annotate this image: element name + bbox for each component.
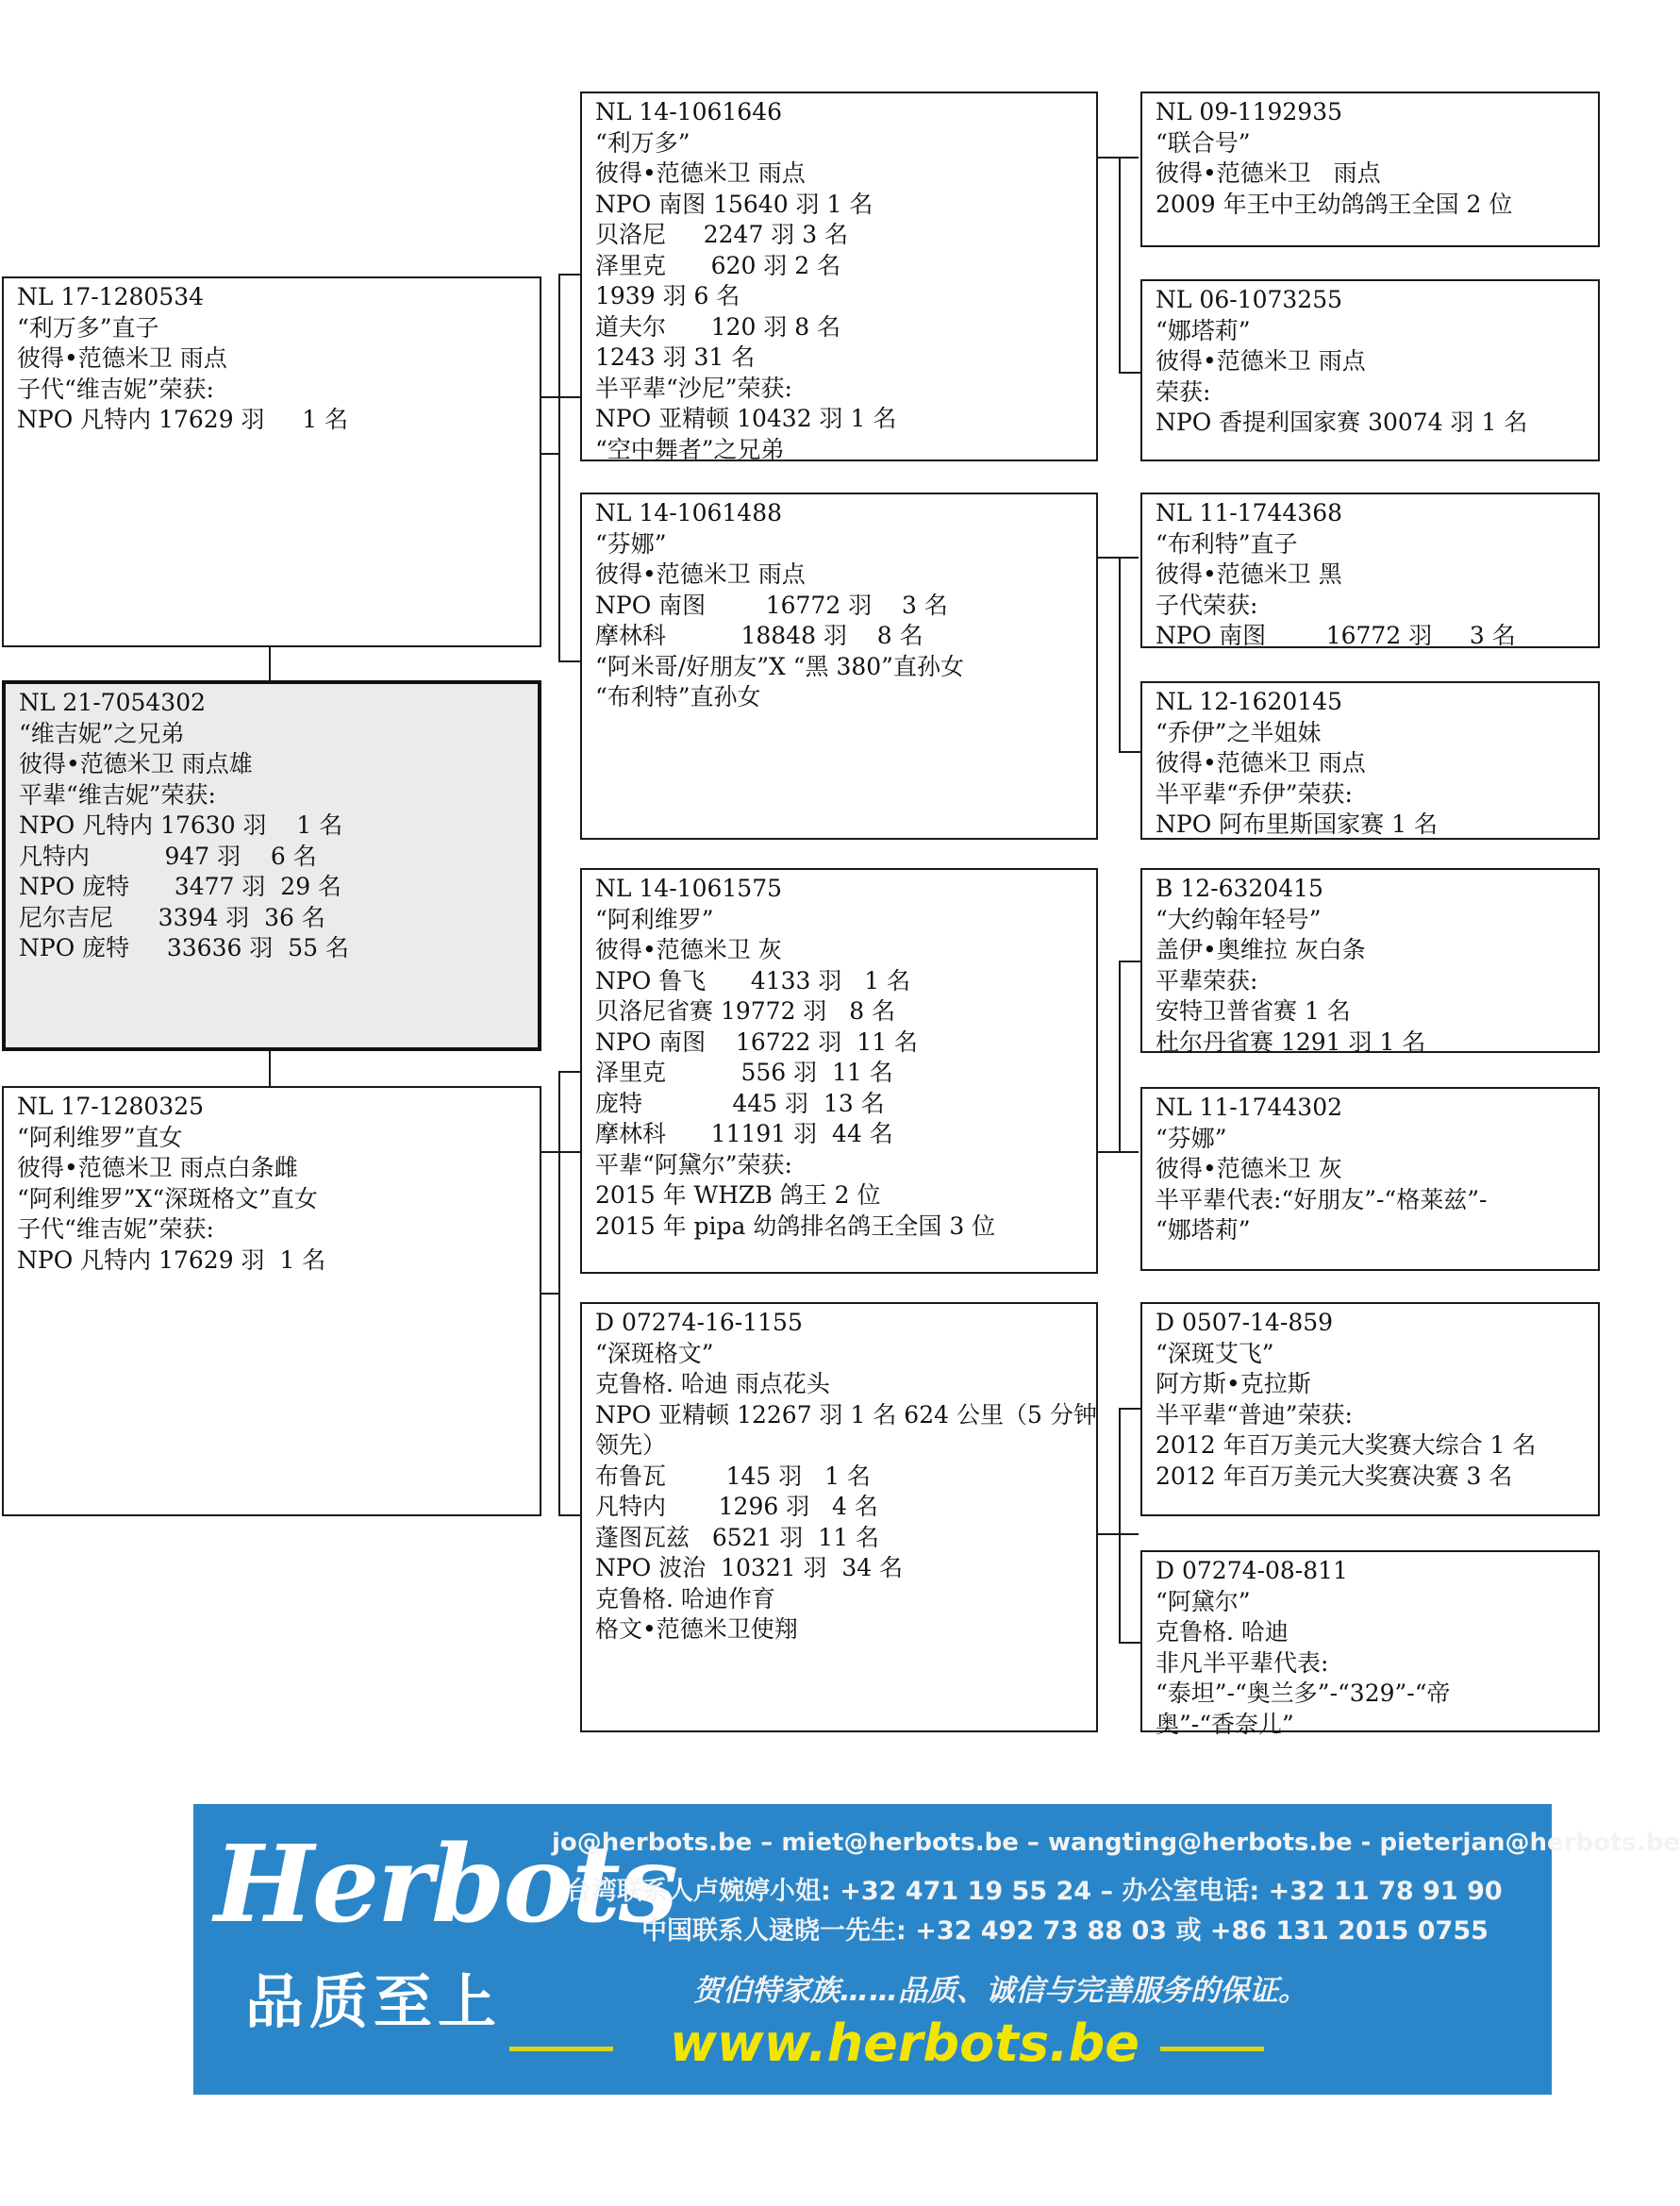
card-line: NL 14-1061646 <box>595 98 783 125</box>
card-line: 贝洛尼省赛 19772 羽 8 名 <box>595 997 896 1025</box>
sire-sire-card <box>580 92 1098 461</box>
banner-website-link[interactable]: www.herbots.be <box>670 2014 1139 2073</box>
card-line: 阿方斯•克拉斯 <box>1156 1370 1311 1397</box>
card-line: NL 06-1073255 <box>1156 286 1343 313</box>
connector-sd <box>1096 557 1139 559</box>
card-line: 彼得•范德米卫 雨点 <box>17 344 227 372</box>
card-line: NL 17-1280325 <box>17 1093 205 1120</box>
sd-dam-card <box>1140 681 1600 840</box>
card-line: “大约翰年轻号” <box>1156 905 1322 933</box>
card-line: “芬娜” <box>595 529 667 558</box>
card-line: 平辈“阿黛尔”荣获: <box>595 1150 792 1178</box>
card-line: 彼得•范德米卫 雨点 <box>595 560 806 588</box>
card-line: NPO 南图 15640 羽 1 名 <box>595 190 873 218</box>
card-line: 平辈“维吉妮”荣获: <box>19 780 216 809</box>
card-line: 彼得•范德米卫 雨点 <box>595 159 806 187</box>
ds-sire-card <box>1140 868 1600 1056</box>
card-line: 领先） <box>595 1431 667 1459</box>
card-line: 克鲁格. 哈迪 <box>1156 1618 1289 1646</box>
card-line: 庞特 445 羽 13 名 <box>595 1089 885 1117</box>
connector-dam-gen2 <box>540 1151 582 1153</box>
card-line: NPO 凡特内 17630 羽 1 名 <box>19 811 343 839</box>
connector-v-ds <box>1119 961 1121 1151</box>
card-line: “娜塔莉” <box>1156 1216 1251 1244</box>
card-line: 1939 羽 6 名 <box>595 282 740 309</box>
dd-dam-card <box>1140 1550 1600 1738</box>
card-line: 子代“维吉妮”荣获: <box>17 1215 214 1243</box>
sire-dam-card <box>580 493 1098 840</box>
card-line: “布利特”直子 <box>1156 529 1298 558</box>
card-line: “布利特”直孙女 <box>595 683 761 710</box>
connector-v-ss <box>1119 157 1121 372</box>
card-line: 克鲁格. 哈迪作育 <box>595 1584 775 1613</box>
card-line: 蓬图瓦兹 6521 羽 11 名 <box>595 1523 880 1551</box>
card-line: “维吉妮”之兄弟 <box>19 719 185 747</box>
card-line: NPO 香提利国家赛 30074 羽 1 名 <box>1156 409 1528 436</box>
ds-dam-card <box>1140 1087 1600 1271</box>
ss-sire-card <box>1140 92 1600 247</box>
card-line: 彼得•范德米卫 灰 <box>595 936 782 963</box>
card-line: B 12-6320415 <box>1156 875 1323 902</box>
connector-dam-subject <box>269 1049 271 1087</box>
card-line: 彼得•范德米卫 黑 <box>1156 560 1342 588</box>
connector-h-ds <box>558 1071 580 1073</box>
card-line: “乔伊”之半姐妹 <box>1156 718 1322 746</box>
card-line: “阿利维罗”直女 <box>17 1123 183 1151</box>
card-line: NL 11-1744302 <box>1156 1094 1343 1121</box>
connector-sire-gen2 <box>540 396 582 398</box>
card-line: 奥”-“香奈儿” <box>1156 1710 1294 1738</box>
subject-card <box>2 680 541 1051</box>
card-line: “娜塔莉” <box>1156 316 1251 344</box>
card-line: 凡特内 1296 羽 4 名 <box>595 1493 878 1520</box>
card-line: NPO 凡特内 17629 羽 1 名 <box>17 1245 326 1274</box>
card-line: 1243 羽 31 名 <box>595 343 756 371</box>
ss-dam-card <box>1140 279 1600 461</box>
card-line: NL 14-1061488 <box>595 499 783 526</box>
card-line: 泽里克 620 羽 2 名 <box>595 251 841 279</box>
card-line: NPO 凡特内 17629 羽 1 名 <box>17 406 349 433</box>
connector-dd <box>1096 1533 1139 1535</box>
card-line: 凡特内 947 羽 6 名 <box>19 842 317 870</box>
card-line: 半平辈“普迪”荣获: <box>1156 1400 1353 1429</box>
dam-card <box>2 1086 541 1516</box>
card-line: 泽里克 556 羽 11 名 <box>595 1059 893 1086</box>
card-line: NPO 庞特 3477 羽 29 名 <box>19 873 342 900</box>
card-line: “利万多”直子 <box>17 313 159 342</box>
card-line: “泰坦”-“奥兰多”-“329”-“帝 <box>1156 1680 1451 1707</box>
connector-v-sire <box>558 274 560 660</box>
banner-dash-left <box>509 2047 613 2051</box>
connector-sire-subject <box>269 646 271 682</box>
card-line: “联合号” <box>1156 128 1251 157</box>
banner-china-contact: 中国联系人逯晓一先生: +32 492 73 88 03 或 +86 131 2015 0755 <box>641 1916 1489 1946</box>
card-line: 尼尔吉尼 3394 羽 36 名 <box>19 903 325 931</box>
connector-h-sire <box>541 453 560 455</box>
connector-v-dd <box>1119 1408 1121 1642</box>
card-line: 安特卫普省赛 1 名 <box>1156 997 1351 1025</box>
connector-ss <box>1096 157 1139 159</box>
card-line: 格文•范德米卫使翔 <box>595 1615 798 1643</box>
card-line: 2015 年 pipa 幼鸽排名鸽王全国 3 位 <box>595 1212 996 1240</box>
card-line: NPO 阿布里斯国家赛 1 名 <box>1156 811 1438 838</box>
card-line: NL 21-7054302 <box>19 689 207 716</box>
card-line: 子代“维吉妮”荣获: <box>17 375 214 403</box>
connector-h-ss2 <box>1119 372 1140 374</box>
card-line: NPO 南图 16772 羽 3 名 <box>595 591 948 619</box>
card-line: “阿利维罗” <box>595 905 714 933</box>
card-line: “阿米哥/好朋友”X “黑 380”直孙女 <box>595 652 964 680</box>
card-line: 道夫尔 120 羽 8 名 <box>595 312 841 341</box>
card-line: 半平辈“沙尼”荣获: <box>595 374 792 402</box>
card-line: 摩林科 11191 羽 44 名 <box>595 1120 893 1147</box>
connector-h-ss <box>558 274 580 276</box>
card-line: NL 14-1061575 <box>595 875 783 902</box>
card-line: 彼得•范德米卫 灰 <box>1156 1155 1342 1182</box>
card-line: 彼得•范德米卫 雨点 <box>1156 749 1366 777</box>
connector-h-sd2 <box>1119 751 1140 753</box>
sd-sire-card <box>1140 493 1600 648</box>
card-line: 半平辈代表:“好朋友”-“格莱兹”- <box>1156 1185 1488 1213</box>
connector-h-dam <box>541 1293 560 1295</box>
card-line: 2009 年王中王幼鸽鸽王全国 2 位 <box>1156 190 1513 218</box>
card-line: NL 12-1620145 <box>1156 688 1343 715</box>
card-line: 半平辈“乔伊”荣获: <box>1156 779 1353 808</box>
card-line: D 07274-08-811 <box>1156 1557 1348 1584</box>
connector-h-dd <box>558 1514 580 1516</box>
card-line: “深斑格文” <box>595 1339 714 1367</box>
card-line: “芬娜” <box>1156 1124 1227 1152</box>
card-line: 2012 年百万美元大奖赛大综合 1 名 <box>1156 1431 1537 1459</box>
dam-dam-card <box>580 1302 1098 1732</box>
connector-v-sd <box>1119 557 1121 751</box>
banner-taiwan-contact: 台湾联系人卢婉婷小姐: +32 471 19 55 24 – 办公室电话: +32 11 78 91 90 <box>566 1877 1503 1906</box>
card-line: 彼得•范德米卫 雨点白条雌 <box>17 1154 298 1181</box>
card-line: NL 11-1744368 <box>1156 499 1343 526</box>
card-line: NPO 鲁飞 4133 羽 1 名 <box>595 966 911 994</box>
card-line: 子代荣获: <box>1156 591 1258 619</box>
card-line: 彼得•范德米卫 雨点雄 <box>19 750 253 777</box>
card-line: “空中舞者”之兄弟 <box>595 435 785 463</box>
card-line: 布鲁瓦 145 羽 1 名 <box>595 1462 871 1490</box>
card-line: 荣获: <box>1156 377 1211 406</box>
card-line: 杜尔丹省赛 1291 羽 1 名 <box>1156 1028 1426 1056</box>
card-line: 摩林科 18848 羽 8 名 <box>595 622 923 649</box>
connector-h-sd <box>558 660 580 662</box>
banner-motto: 品质至上 <box>245 1967 503 2036</box>
card-line: 2015 年 WHZB 鸽王 2 位 <box>595 1181 881 1209</box>
card-line: 2012 年百万美元大奖赛决赛 3 名 <box>1156 1462 1513 1490</box>
dd-sire-card <box>1140 1302 1600 1516</box>
connector-h-ds2 <box>1119 961 1140 962</box>
card-line: “阿黛尔” <box>1156 1587 1251 1615</box>
dam-sire-card <box>580 868 1098 1274</box>
sire-card <box>2 276 541 647</box>
connector-ds <box>1096 1151 1139 1153</box>
card-line: NPO 庞特 33636 羽 55 名 <box>19 934 350 961</box>
card-line: NPO 亚精顿 10432 羽 1 名 <box>595 405 897 432</box>
card-line: “利万多” <box>595 128 690 157</box>
card-line: 贝洛尼 2247 羽 3 名 <box>595 221 849 248</box>
card-line: 克鲁格. 哈迪 雨点花头 <box>595 1370 830 1397</box>
connector-h-dd2 <box>1119 1408 1140 1410</box>
card-line: D 07274-16-1155 <box>595 1309 803 1336</box>
banner-slogan: 贺伯特家族……品质、诚信与完善服务的保证。 <box>693 1974 1307 2008</box>
banner-emails[interactable]: jo@herbots.be – miet@herbots.be – wangting@herbots.be - pieterjan@herbots.be <box>552 1829 1680 1857</box>
card-line: NL 17-1280534 <box>17 283 205 310</box>
herbots-banner <box>193 1804 1680 2095</box>
card-line: NPO 亚精顿 12267 羽 1 名 624 公里（5 分钟 <box>595 1400 1097 1429</box>
card-line: 非凡半平辈代表: <box>1156 1648 1329 1677</box>
card-line: 彼得•范德米卫 雨点 <box>1156 347 1366 375</box>
card-line: 彼得•范德米卫 雨点 <box>1156 159 1381 187</box>
card-line: NPO 波治 10321 羽 34 名 <box>595 1554 904 1581</box>
card-line: 平辈荣获: <box>1156 966 1258 994</box>
card-line: NPO 南图 16722 羽 11 名 <box>595 1028 919 1056</box>
connector-h-dd3 <box>1119 1642 1140 1644</box>
card-line: “阿利维罗”X“深斑格文”直女 <box>17 1184 318 1212</box>
card-line: NPO 南图 16772 羽 3 名 <box>1156 622 1516 649</box>
card-line: NL 09-1192935 <box>1156 98 1343 125</box>
card-line: D 0507-14-859 <box>1156 1309 1334 1336</box>
card-line: “深斑艾飞” <box>1156 1339 1274 1367</box>
herbots-logo: Herbots <box>214 1823 676 1947</box>
card-line: 盖伊•奥维拉 灰白条 <box>1156 936 1366 963</box>
banner-dash-right <box>1160 2047 1264 2051</box>
